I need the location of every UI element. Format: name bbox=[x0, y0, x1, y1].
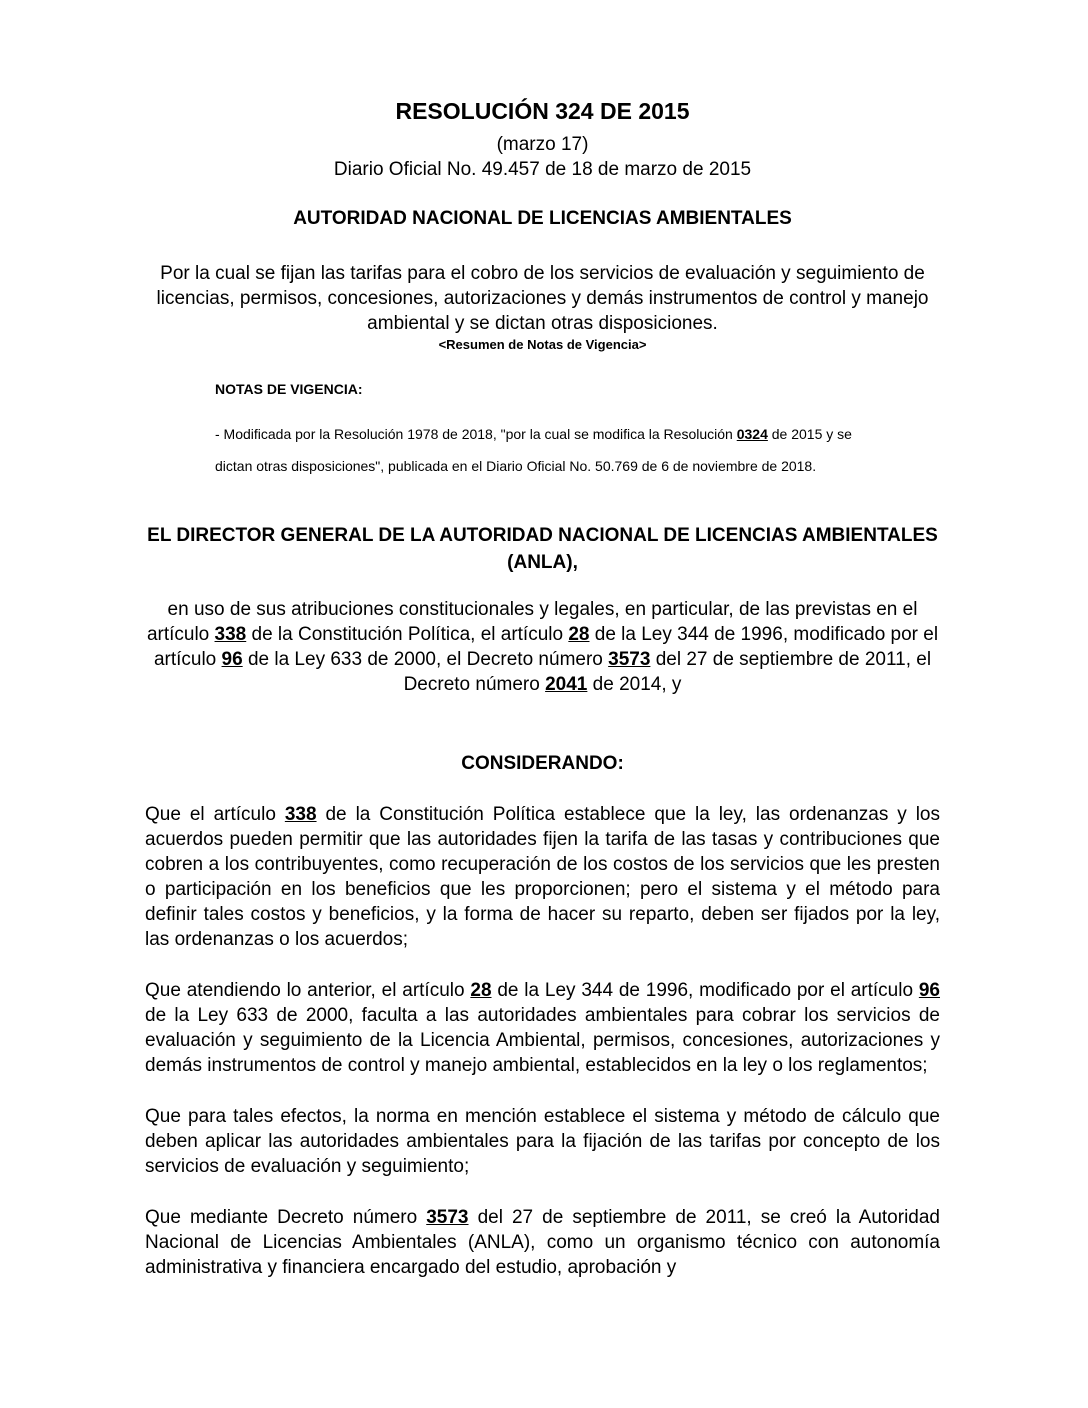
considering-paragraph bbox=[145, 1104, 940, 1179]
issuing-authority-heading: AUTORIDAD NACIONAL DE LICENCIAS AMBIENTALES bbox=[293, 207, 792, 229]
validity-notes-summary-tag: <Resumen de Notas de Vigencia> bbox=[438, 336, 647, 352]
considering-paragraph bbox=[145, 802, 940, 952]
text-segment: Que el artículo bbox=[145, 803, 285, 825]
document-date-line: (marzo 17) bbox=[496, 133, 589, 155]
reference-link[interactable]: 0324 bbox=[736, 425, 768, 442]
considering-paragraph bbox=[145, 978, 940, 1078]
text-segment: del 27 de septiembre de 2011, se creó la Autoridad Nacional de Licencias Ambientales (ANLA), como un organismo técnico con autonomía administrativa y financiera encargado del estudio, aprobación y bbox=[145, 1206, 940, 1278]
text-segment: de 2015 y se dictan otras disposiciones", publicada en el Diario Oficial No. 50.769 de 6 de noviembre de 2018. bbox=[215, 425, 852, 474]
reference-link[interactable]: 28 bbox=[470, 979, 492, 1001]
reference-link[interactable]: 28 bbox=[568, 623, 590, 645]
reference-link[interactable]: 338 bbox=[284, 803, 317, 825]
preamble-paragraph bbox=[145, 597, 940, 697]
reference-link[interactable]: 338 bbox=[214, 623, 247, 645]
text-segment: de la Constitución Política establece que la ley, las ordenanzas y los acuerdos pueden permitir que las autoridades fijen la tarifa de las tasas y contribuciones que cobren a los contribuyentes, como recuperación de los costos de los servicios que les presten o participación en los beneficios que les proporcionen; pero el sistema y el método para definir tales costos y beneficios, y la forma de hacer su reparto, deben ser fijados por la ley, las ordenanzas o los acuerdos; bbox=[145, 803, 941, 950]
reference-link[interactable]: 96 bbox=[221, 648, 243, 670]
text-segment: de 2014, y bbox=[587, 673, 682, 695]
reference-link[interactable]: 2041 bbox=[545, 673, 588, 695]
considering-paragraph bbox=[145, 1205, 940, 1280]
considering-paragraphs bbox=[145, 802, 940, 1280]
text-segment: en uso de sus atribuciones constitucionales y legales, en particular, de las previstas en el artículo bbox=[146, 598, 918, 645]
reference-link[interactable]: 3573 bbox=[426, 1206, 469, 1228]
document-title: RESOLUCIÓN 324 DE 2015 bbox=[395, 98, 690, 124]
text-segment: de la Ley 633 de 2000, el Decreto número bbox=[242, 648, 609, 670]
reference-link[interactable]: 96 bbox=[918, 979, 940, 1001]
issuer-heading: EL DIRECTOR GENERAL DE LA AUTORIDAD NACIONAL DE LICENCIAS AMBIENTALES (ANLA), bbox=[147, 524, 938, 573]
reference-link[interactable]: 3573 bbox=[608, 648, 651, 670]
validity-note-text bbox=[215, 418, 880, 482]
official-gazette-line: Diario Oficial No. 49.457 de 18 de marzo de 2015 bbox=[333, 158, 752, 180]
text-segment: de la Ley 633 de 2000, faculta a las autoridades ambientales para cobrar los servicios de evaluación y seguimiento de la Licencia Ambiental, permisos, concesiones, autorizaciones y demás instrumentos de control y manejo ambiental, establecidos en la ley o los reglamentos; bbox=[145, 1004, 940, 1076]
considering-heading: CONSIDERANDO: bbox=[461, 752, 624, 774]
validity-notes-block bbox=[215, 381, 880, 482]
text-segment: de la Ley 344 de 1996, modificado por el artículo bbox=[153, 623, 939, 670]
text-segment: Que atendiendo lo anterior, el artículo bbox=[145, 979, 471, 1001]
text-segment: del 27 de septiembre de 2011, el Decreto número bbox=[403, 648, 932, 695]
text-segment: de la Constitución Política, el artículo bbox=[246, 623, 569, 645]
validity-notes-heading: NOTAS DE VIGENCIA: bbox=[215, 380, 363, 397]
document-subject: Por la cual se fijan las tarifas para el cobro de los servicios de evaluación y seguimiento de licencias, permisos, concesiones, autorizaciones y demás instrumentos de control y manejo ambiental y se dictan otras disposiciones. bbox=[156, 262, 929, 334]
text-segment: Que para tales efectos, la norma en mención establece el sistema y método de cálculo que deben aplicar las autoridades ambientales para la fijación de las tarifas por concepto de los servicios de evaluación y seguimiento; bbox=[145, 1105, 940, 1177]
text-segment: de la Ley 344 de 1996, modificado por el artículo bbox=[491, 979, 919, 1001]
text-segment: Que mediante Decreto número bbox=[145, 1206, 427, 1228]
text-segment: - Modificada por la Resolución 1978 de 2018, "por la cual se modifica la Resolución bbox=[215, 425, 737, 442]
